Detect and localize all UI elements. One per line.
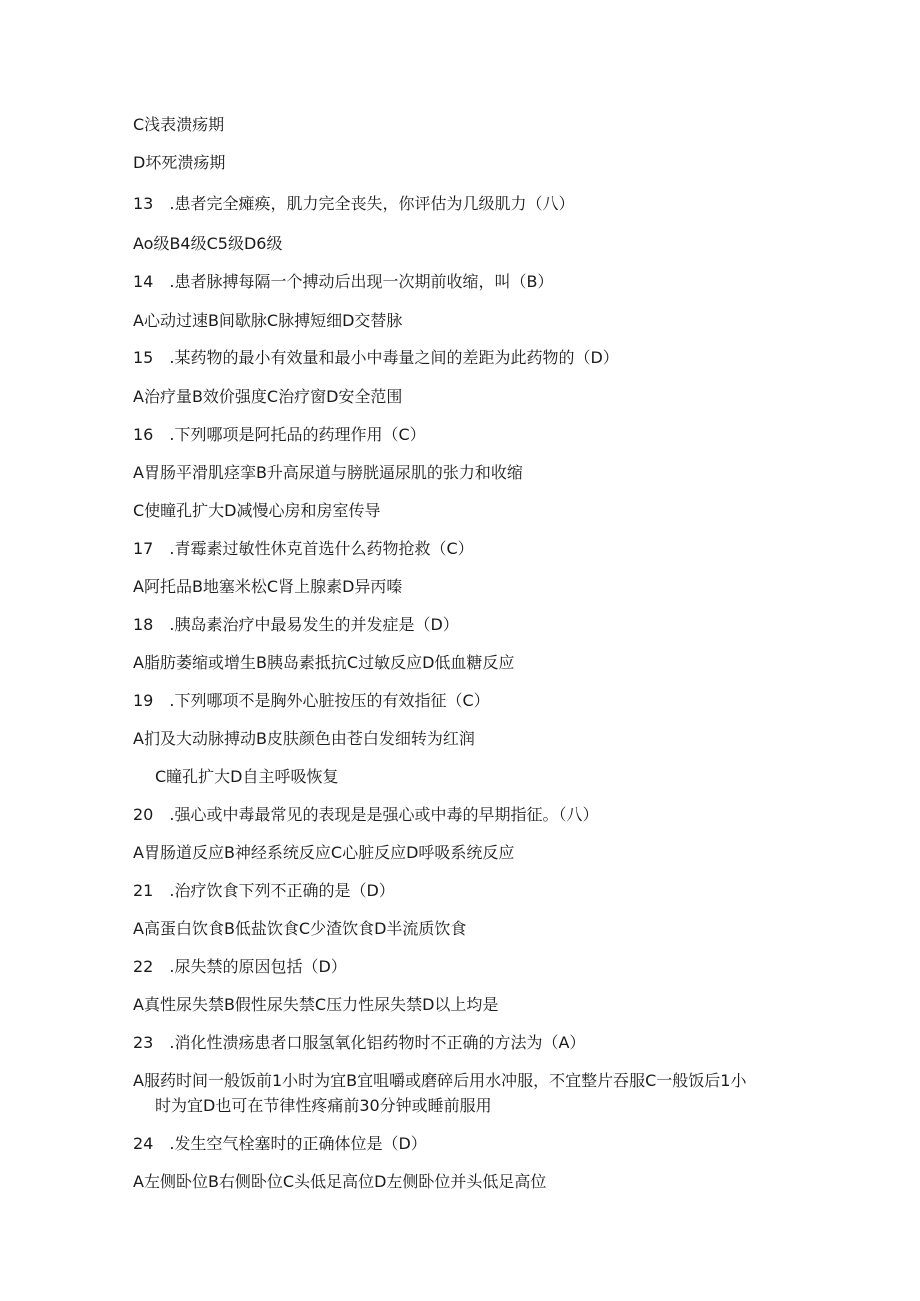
question-15: 15 .某药物的最小有效量和最小中毒量之间的差距为此药物的（D） — [133, 348, 619, 367]
options-16-line1: A胃肠平滑肌痉挛B升高尿道与膀胱逼尿肌的张力和收缩 — [133, 463, 523, 482]
question-24: 24 .发生空气栓塞时的正确体位是（D） — [133, 1134, 427, 1153]
question-21: 21 .治疗饮食下列不正确的是（D） — [133, 881, 395, 900]
question-14: 14 .患者脉搏每隔一个搏动后出现一次期前收缩，叫（B） — [133, 272, 554, 291]
question-23: 23 .消化性溃疡患者口服氢氧化铝药物时不正确的方法为（A） — [133, 1033, 586, 1052]
options-17: A阿托品B地塞米松C肾上腺素D异丙嗪 — [133, 577, 403, 596]
question-18: 18 .胰岛素治疗中最易发生的并发症是（D） — [133, 615, 459, 634]
question-19: 19 .下列哪项不是胸外心脏按压的有效指征（C） — [133, 691, 490, 710]
options-16-line2: C使瞳孔扩大D减慢心房和房室传导 — [133, 501, 381, 520]
options-13: Ao级B4级C5级D6级 — [133, 234, 283, 253]
options-22: A真性尿失禁B假性尿失禁C压力性尿失禁D以上均是 — [133, 995, 499, 1014]
options-23-line2: 时为宜D也可在节律性疼痛前30分钟或睡前服用 — [155, 1096, 492, 1115]
option-line: C浅表溃疡期 — [133, 115, 225, 134]
question-22: 22 .尿失禁的原因包括（D） — [133, 957, 347, 976]
options-23-line1: A服药时间一般饭前1小时为宜B宜咀嚼或磨碎后用水冲服，不宜整片吞服C一般饭后1小 — [133, 1071, 747, 1090]
options-15: A治疗量B效价强度C治疗窗D安全范围 — [133, 387, 403, 406]
options-20: A胃肠道反应B神经系统反应C心脏反应D呼吸系统反应 — [133, 843, 515, 862]
options-21: A高蛋白饮食B低盐饮食C少渣饮食D半流质饮食 — [133, 919, 467, 938]
question-13: 13 .患者完全瘫痪，肌力完全丧失，你评估为几级肌力（八） — [133, 194, 575, 213]
option-line: D坏死溃疡期 — [133, 153, 226, 172]
options-24: A左侧卧位B右侧卧位C头低足高位D左侧卧位并头低足高位 — [133, 1172, 547, 1191]
options-14: A心动过速B间歇脉C脉搏短细D交替脉 — [133, 311, 403, 330]
question-20: 20 .强心或中毒最常见的表现是是强心或中毒的早期指征。（八） — [133, 805, 599, 824]
question-17: 17 .青霉素过敏性休克首选什么药物抢救（C） — [133, 539, 474, 558]
options-18: A脂肪萎缩或增生B胰岛素抵抗C过敏反应D低血糖反应 — [133, 653, 515, 672]
options-19-line1: A扪及大动脉搏动B皮肤颜色由苍白发细转为红润 — [133, 729, 475, 748]
question-16: 16 .下列哪项是阿托品的药理作用（C） — [133, 425, 426, 444]
options-19-line2: C瞳孔扩大D自主呼吸恢复 — [155, 767, 339, 786]
